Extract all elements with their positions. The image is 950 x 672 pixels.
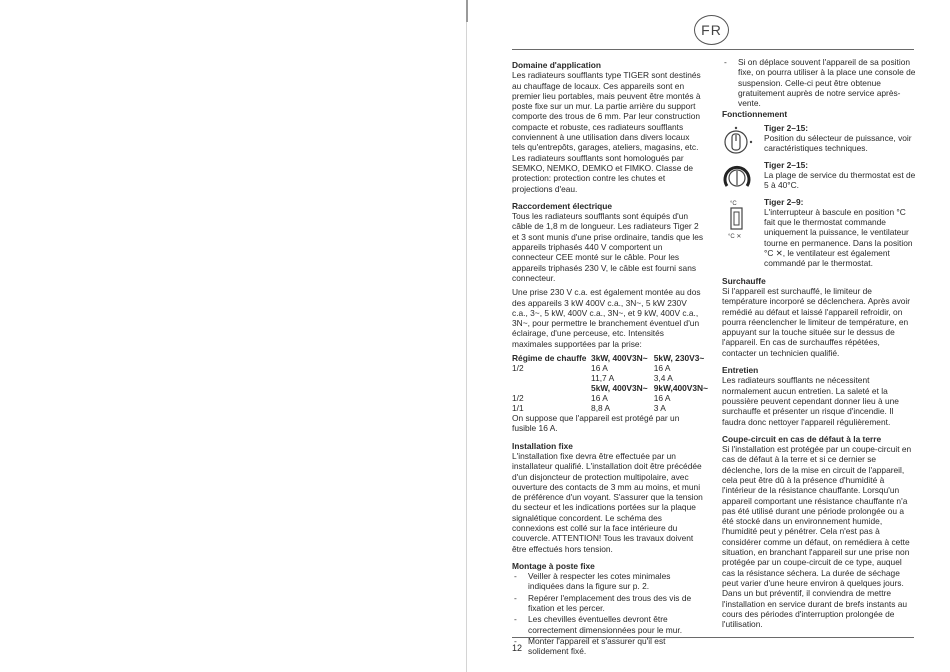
heading-domaine: Domaine d'application bbox=[512, 60, 602, 70]
right-column bbox=[722, 57, 916, 636]
text-coupe-circuit: Si l'installation est protégée par un coupe-circuit en cas de défaut à la terre et si ce dernier se déclenche, lors de la mise en circuit de l'appareil, cela peut être dû à la présence d'humidité à l'intérieur de la résistance chauffante. Lorsqu'un appareil comportant une résistance chauffante n'a pas été utilisé durant une période prolongée ou a été stocké dans un environnement humide, l'humidité peut y pénétrer. Cela n'est pas à considérer comme un défaut, on remédiera à cette situation, en branchant l'appareil sur une prise non protégée par un coupe-circuit de ce type, auquel cas la résistance séchera. La durée de séchage peut varier d'une heure environ à quelques jours. Dans un but préventif, il conviendra de mettre l'installation en service durant de brefs instants au cours des périodes d'interruption prolongée de l'utilisation. bbox=[722, 444, 912, 630]
table-cell: 16 A bbox=[653, 393, 671, 404]
heading-raccordement: Raccordement électrique bbox=[512, 200, 613, 211]
table-cell bbox=[512, 373, 591, 383]
table-row bbox=[512, 403, 708, 413]
heading-coupe-circuit: Coupe-circuit en cas de défaut à la terre bbox=[722, 433, 882, 444]
table-header-row bbox=[512, 383, 708, 393]
binding-mark bbox=[466, 0, 468, 22]
power-selector-icon bbox=[722, 125, 756, 157]
text-domaine: Les radiateurs soufflants type TIGER sont destinés au chauffage de locaux. Ces appareils sont en premier lieu portables, mais peuvent être montés à poste fixe sur un mur. La partie arrière du support comporte des trous de 6 mm. Par leur construction compacte et robuste, ces radiateurs soufflants conviennent à une utilisation dans divers locaux tels qu'entrepôts, garages, ateliers, magasins, etc. Les radiateurs soufflants sont homologués par SEMKO, NEMKO, DEMKO et FIMKO. Classe de protection: protection contre les chutes et projections d'eau. bbox=[512, 70, 701, 194]
section-domaine bbox=[512, 60, 704, 194]
function-text: La plage de service du thermostat est de 5 à 40°C. bbox=[764, 169, 916, 191]
language-badge: FR bbox=[694, 15, 729, 45]
heading-surchauffe: Surchauffe bbox=[722, 275, 766, 286]
table-header-cell: 3kW, 400V3N~ bbox=[591, 353, 648, 364]
page-number: 12 bbox=[512, 643, 523, 653]
table-row bbox=[512, 393, 708, 403]
heading-montage: Montage à poste fixe bbox=[512, 560, 595, 571]
thermostat-knob-icon bbox=[722, 162, 756, 194]
svg-text:°C ✕: °C ✕ bbox=[728, 233, 742, 239]
function-item bbox=[722, 160, 916, 191]
section-entretien bbox=[722, 365, 916, 427]
text-raccordement-2: Une prise 230 V c.a. est également montée au dos des appareils 3 kW 400V c.a., 3N~, 5 kW 230V c.a., 3~, 5 kW, 400V c.a., 3N~, et 9 kW, 400V c.a., 3N~, pour permettre le branchement éventuel d'un éclairage, d'une perceuse, etc. Intensités maximales supportées par la prise: bbox=[512, 287, 701, 349]
table-row bbox=[512, 373, 708, 383]
table-header-cell: 5kW, 400V3N~ bbox=[591, 383, 648, 394]
function-title: Tiger 2–15: bbox=[764, 122, 809, 133]
function-title: Tiger 2–15: bbox=[764, 159, 809, 170]
table-header-cell: 9kW,400V3N~ bbox=[653, 383, 708, 394]
table-cell: 3,4 A bbox=[653, 373, 673, 384]
function-title: Tiger 2–9: bbox=[764, 196, 804, 207]
text-installation: L'installation fixe devra être effectuée par un installateur qualifié. L'installation doit être précédée d'un disjoncteur de protection multipolaire, avec ouverture des contacts de 3 mm au moins, et muni de préférence d'un voyant. S'assurer que la tension du secteur et les indications portées sur la plaque signalétique concordent. Le schéma des connexions est collé sur la face intérieure du couvercle. ATTENTION! Tous les travaux doivent être effectués hors tension. bbox=[512, 450, 703, 554]
section-coupe-circuit bbox=[722, 434, 916, 630]
heading-installation: Installation fixe bbox=[512, 440, 573, 451]
section-installation bbox=[512, 441, 704, 554]
table-header-row bbox=[512, 353, 708, 363]
table-cell: 1/2 bbox=[512, 363, 524, 374]
left-column bbox=[512, 60, 708, 664]
text-raccordement-1: Tous les radiateurs soufflants sont équipés d'un câble de 1,8 m de longueur. Les radiateurs Tiger 2 et 3 sont munis d'une prise ordinaire, tandis que les appareils triphasés 440 V comportent un connecteur CEE monté sur le câble. Pour les appareils triphasés 230 V, le câble est fourni sans connecteur. bbox=[512, 211, 704, 283]
list-item: - Monter l'appareil et s'assurer qu'il est solidement fixé. bbox=[512, 636, 704, 657]
section-raccordement bbox=[512, 200, 708, 434]
list-item: - Veiller à respecter les cotes minimales indiquées dans la figure sur p. 2. bbox=[512, 571, 704, 592]
table-cell: 16 A bbox=[653, 363, 671, 374]
current-table bbox=[512, 353, 708, 413]
text-entretien: Les radiateurs soufflants ne nécessitent normalement aucun entretien. La saleté et la poussière peuvent cependant donner lieu à une surchauffe et présenter un risque d'incendie. Il faudra donc nettoyer l'appareil régulièrement. bbox=[722, 375, 899, 427]
function-text: L'interrupteur à bascule en position °C fait que le thermostat commande uniquement la puissance, le ventilateur tourne en permanence. Dans la position °C ✕, le ventilateur est également commandé par le thermostat. bbox=[764, 206, 913, 269]
page-gutter bbox=[466, 0, 467, 672]
list-item: - Les chevilles éventuelles devront être correctement dimensionnées pour le mur. bbox=[512, 614, 704, 635]
list-item: - Si on déplace souvent l'appareil de sa position fixe, on pourra utiliser à la place une console de suspension. Celle-ci peut être obtenue gratuitement auprès de notre service après-vente. bbox=[722, 57, 916, 108]
text-surchauffe: Si l'appareil est surchauffé, le limiteur de température incorporé se déclenchera. Après avoir remédié au défaut et laissé l'appareil refroidir, on pourra réenclencher le limiteur de température, en appuyant sur la touche située sur le dessus de l'appareil. En cas de surchauffes répétées, contacter un technicien qualifié. bbox=[722, 285, 911, 358]
suite-list bbox=[722, 57, 916, 108]
table-cell: 8,8 A bbox=[591, 403, 611, 414]
table-header-cell bbox=[512, 383, 591, 393]
section-montage bbox=[512, 561, 704, 657]
table-cell: 1/2 bbox=[512, 393, 524, 404]
text-fusible: On suppose que l'appareil est protégé par un fusible 16 A. bbox=[512, 413, 680, 434]
section-fonctionnement bbox=[722, 109, 916, 268]
montage-list bbox=[512, 571, 704, 656]
function-item bbox=[722, 197, 916, 269]
table-cell: 16 A bbox=[591, 363, 608, 374]
svg-text:°C: °C bbox=[730, 200, 737, 207]
top-rule bbox=[512, 49, 914, 50]
table-cell: 3 A bbox=[653, 403, 666, 414]
table-cell: 11,7 A bbox=[591, 373, 615, 384]
section-surchauffe bbox=[722, 276, 916, 358]
table-header-cell: Régime de chauffe bbox=[512, 353, 587, 364]
function-item bbox=[722, 123, 916, 154]
heading-entretien: Entretien bbox=[722, 365, 759, 376]
list-item: - Repérer l'emplacement des trous des vis de fixation et les percer. bbox=[512, 593, 704, 614]
table-cell: 16 A bbox=[591, 393, 608, 404]
function-text: Position du sélecteur de puissance, voir caractéristiques techniques. bbox=[764, 133, 912, 154]
rocker-switch-icon bbox=[722, 199, 756, 239]
table-cell: 1/1 bbox=[512, 403, 524, 414]
table-header-cell: 5kW, 230V3~ bbox=[653, 353, 705, 364]
table-row bbox=[512, 363, 708, 373]
heading-fonctionnement: Fonctionnement bbox=[722, 109, 788, 120]
